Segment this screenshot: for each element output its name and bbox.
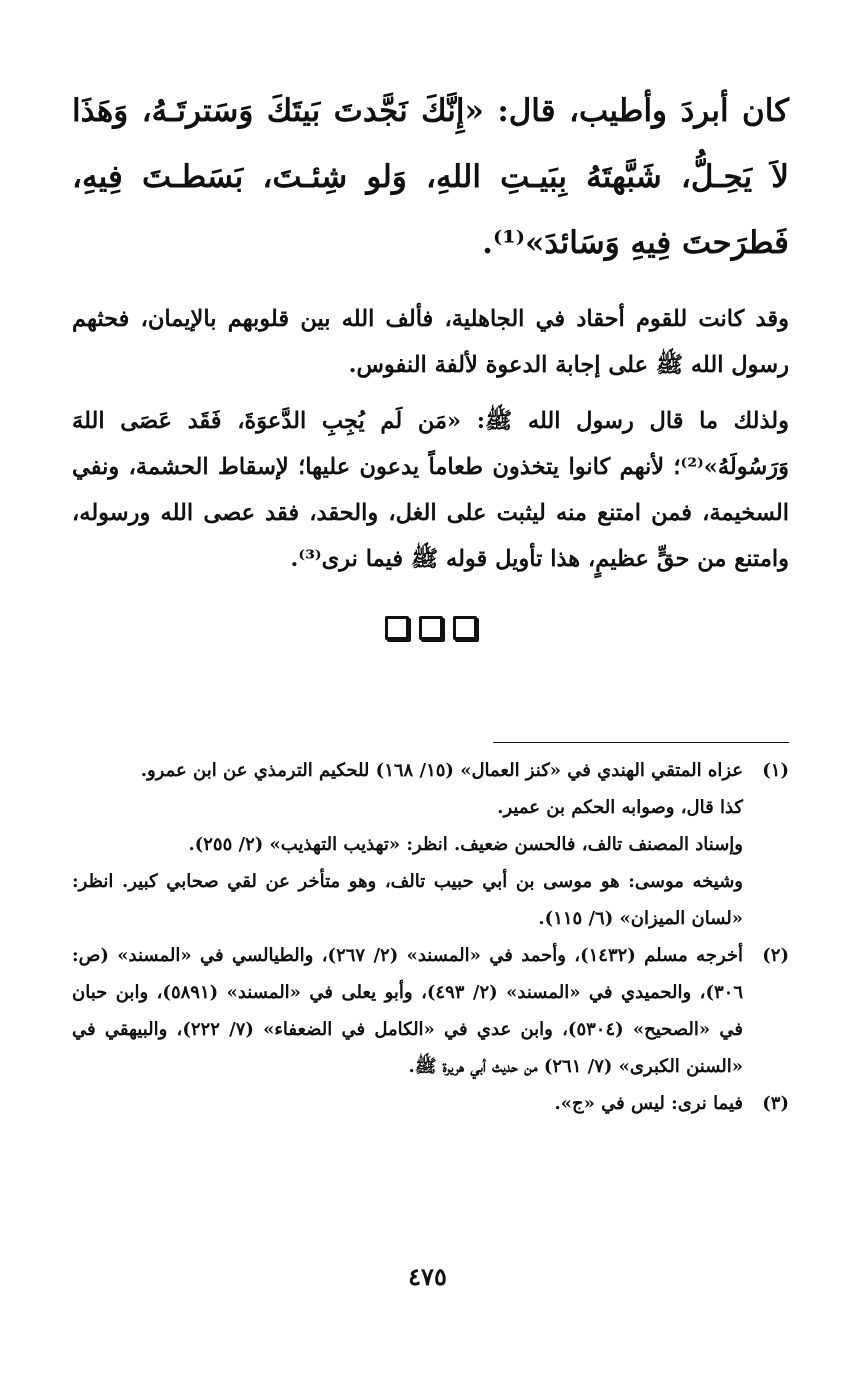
quote-paragraph: كان أبردَ وأطيب، قال: «إِنَّكَ نَجَّدتَ بَيتَكَ وَسَترتَـهُ، وَهَذَا لاَ يَحِـلُّ، شَبَّهتَهُ بِبَيـتِ اللهِ، وَلو شِئـتَ، بَسَطـتَ فِيهِ، فَطرَحتَ فِيهِ وَسَائدَ»⁽¹⁾. [72,93,789,261]
footnote-line: كذا قال، وصوابه الحكم بن عمير. [497,797,743,818]
footnote-number: (١) [762,760,789,781]
footnote-3 [72,1085,789,1122]
footnote-line: عزاه المتقي الهندي في «كنز العمال» (١٥/ ١٦٨) للحكيم الترمذي عن ابن عمرو. [140,760,743,781]
footnote-1 [72,752,789,937]
footnote-body [72,937,743,1085]
main-text [72,78,789,582]
footnote-line: وإسناد المصنف تالف، فالحسن ضعيف. انظر: «تهذيب التهذيب» (٢/ ٢٥٥). [188,834,743,855]
footnote-body [72,1085,743,1122]
footnote-line: وشيخه موسى: هو موسى بن أبي حبيب تالف، وهو متأخر عن لقي صحابي كبير. انظر: «لسان الميزان» (٦/ ١١٥). [72,871,743,929]
footnote-body [72,752,743,937]
body-paragraph-2: وقد كانت للقوم أحقاد في الجاهلية، فألف الله بين قلوبهم بالإيمان، فحثهم رسول الله ﷺ على إجابة الدعوة لألفة النفوس. [72,306,789,378]
footnote-divider [493,742,789,743]
footnote-line: أخرجه مسلم (١٤٣٢)، وأحمد في «المسند» (٢/ ٢٦٧)، والطيالسي في «المسند» (ص: ٣٠٦)، والحميدي في «المسند» (٢/ ٤٩٣)، وأبو يعلى في «المسند» (٥٨٩١)، وابن حبان في «الصحيح» (٥٣٠٤)، وابن عدي في «الكامل في الضعفاء» (٧/ ٢٢٢)، والبيهقي في «السنن الكبرى» (٧/ ٢٦١) من حديث أبي هريرة ﷺ. [72,945,744,1077]
footnote-number: (٣) [762,1093,789,1114]
footnote-number: (٢) [762,945,789,966]
ornament-box-icon [419,616,443,640]
ornament-box-icon [453,616,477,640]
body-paragraph-3: ولذلك ما قال رسول الله ﷺ: «مَن لَم يُجِبِ الدَّعوَةَ، فَقَد عَصَى اللهَ وَرَسُولَهُ»⁽²⁾؛ لأنهم كانوا يتخذون طعاماً يدعون عليها؛ لإسقاط الحشمة، ونفي السخيمة، فمن امتنع منه ليثبت على الغل، والحقد، فقد عصى الله ورسوله، وامتنع من حقٍّ عظيمٍ، هذا تأويل قوله ﷺ فيما نرى⁽³⁾. [72,408,789,572]
page-number: ٤٧٥ [408,1262,447,1291]
footnotes [72,752,789,1122]
footnote-line: فيما نرى: ليس في «ج». [554,1093,743,1114]
ornament-box-icon [385,616,409,640]
section-separator [72,616,789,640]
footnote-2 [72,937,789,1085]
